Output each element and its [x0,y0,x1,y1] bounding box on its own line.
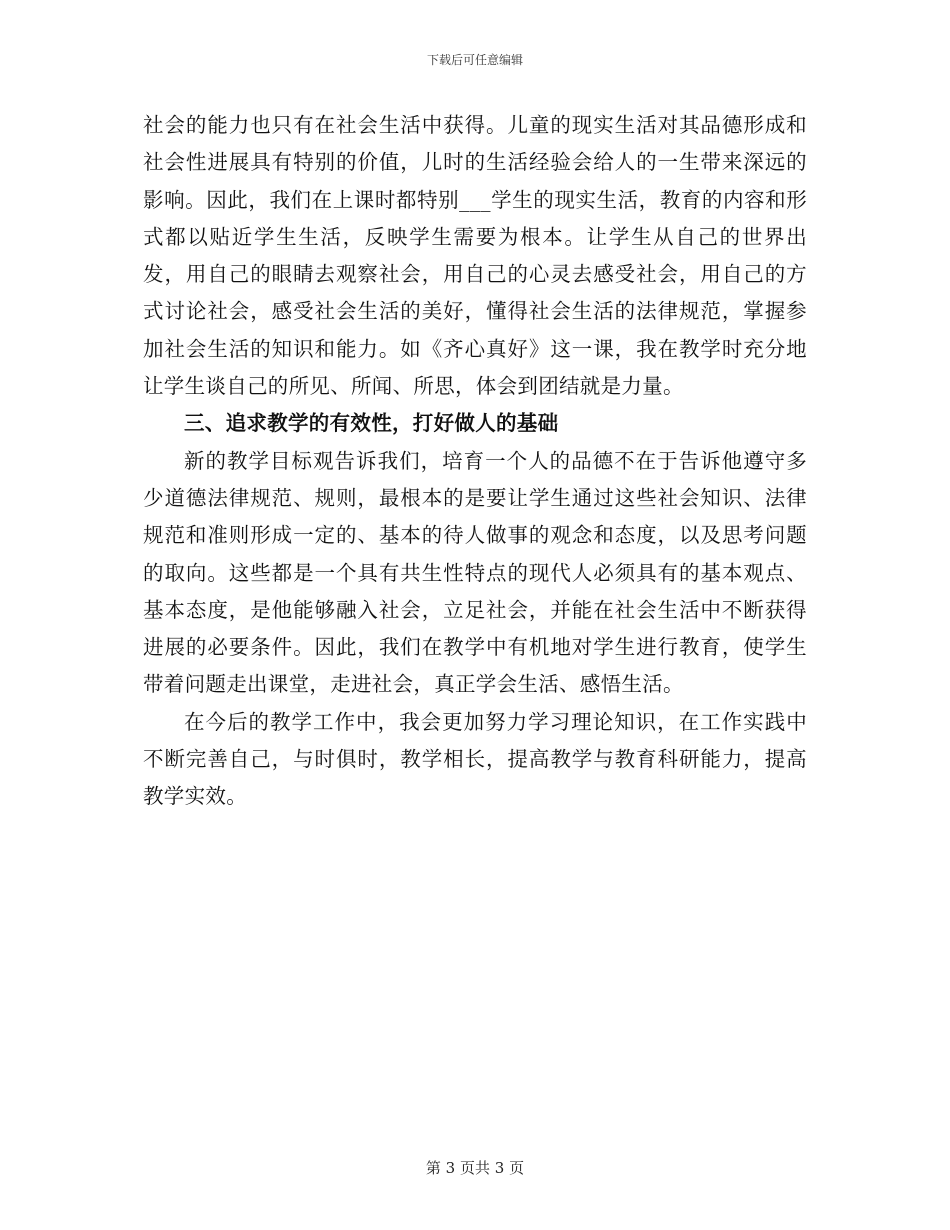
paragraph-section-3: 新的教学目标观告诉我们，培育一个人的品德不在于告诉他遵守多少道德法律规范、规则，最根本的是要让学生通过这些社会知识、法律规范和准则形成一定的、基本的待人做事的观念和态度，以及思考问题的取向。这些都是一个具有共生性特点的现代人必须具有的基本观点、基本态度，是他能够融入社会，立足社会，并能在社会生活中不断获得进展的必要条件。因此，我们在教学中有机地对学生进行教育，使学生带着问题走出课堂，走进社会，真正学会生活、感悟生活。 [143,448,807,697]
paragraph-continuation: 社会的能力也只有在社会生活中获得。儿童的现实生活对其品德形成和社会性进展具有特别的价值，儿时的生活经验会给人的一生带来深远的影响。因此，我们在上课时都特别___学生的现实生活，教育的内容和形式都以贴近学生生活，反映学生需要为根本。让学生从自己的世界出发，用自己的眼睛去观察社会，用自己的心灵去感受社会，用自己的方式讨论社会，感受社会生活的美好，懂得社会生活的法律规范，掌握参加社会生活的知识和能力。如《齐心真好》这一课，我在教学时充分地让学生谈自己的所见、所闻、所思，体会到团结就是力量。 [143,113,807,399]
paragraph-conclusion: 在今后的教学工作中，我会更加努力学习理论知识，在工作实践中不断完善自己，与时俱时，教学相长，提高教学与教育科研能力，提高教学实效。 [143,709,807,809]
page-header: 下载后可任意编辑 [426,53,523,67]
page-footer: 第 3 页共 3 页 [425,1159,525,1177]
section-heading-3: 三、追求教学的有效性，打好做人的基础 [184,411,559,436]
document-body [143,107,807,816]
